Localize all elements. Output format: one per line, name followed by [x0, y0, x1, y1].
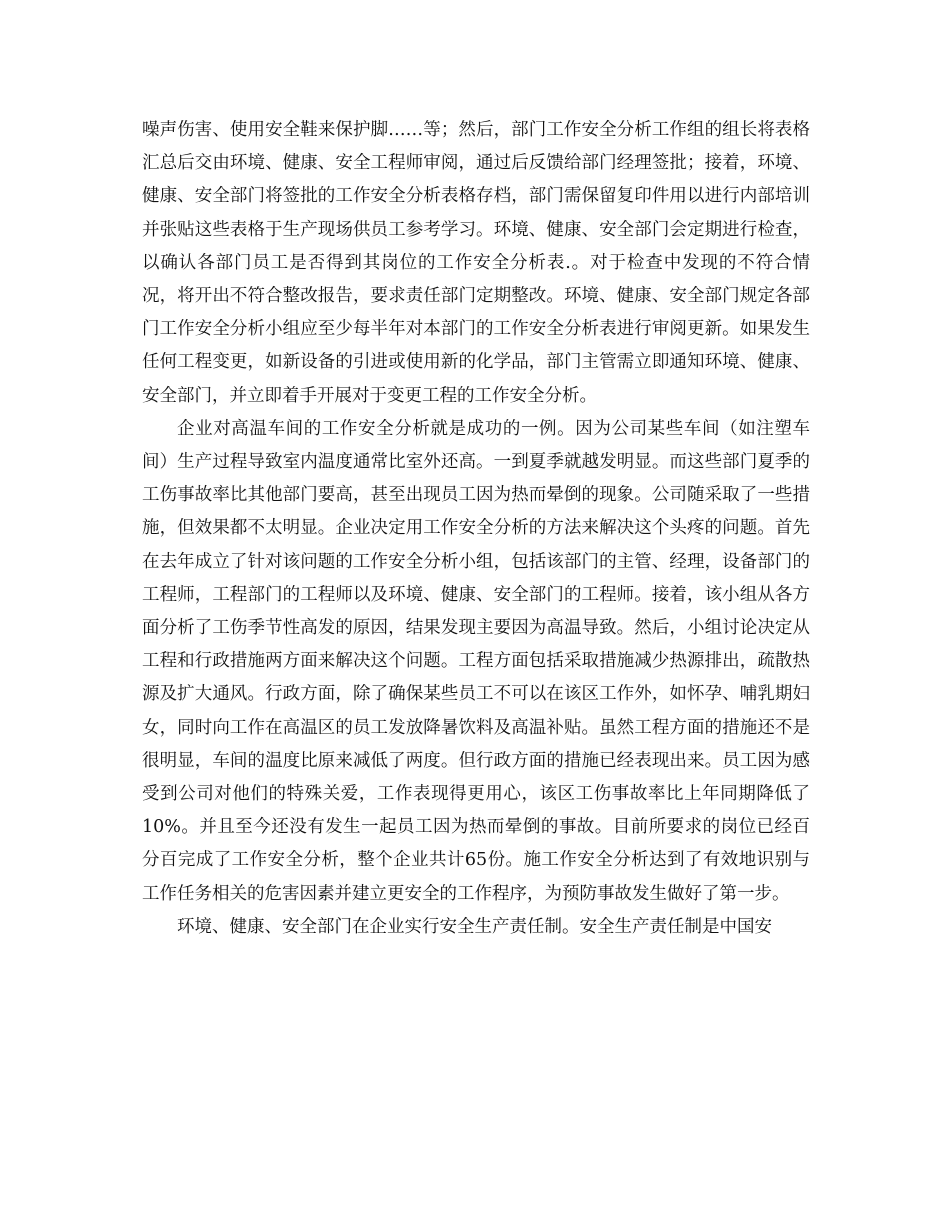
paragraph-high-temperature-case: 企业对高温车间的工作安全分析就是成功的一例。因为公司某些车间（如注塑车间）生产过程导致室内温度通常比室外还高。一到夏季就越发明显。而这些部门夏季的工伤事故率比其他部门要高，甚至出现员工因为热而晕倒的现象。公司随采取了一些措施，但效果都不太明显。企业决定用工作安全分析的方法来解决这个头疼的问题。首先在去年成立了针对该问题的工作安全分析小组，包括该部门的主管、经理，设备部门的工程师，工程部门的工程师以及环境、健康、安全部门的工程师。接着，该小组从各方面分析了工伤季节性高发的原因，结果发现主要因为高温导致。然后，小组讨论决定从工程和行政措施两方面来解决这个问题。工程方面包括采取措施减少热源排出，疏散热源及扩大通风。行政方面，除了确保某些员工不可以在该区工作外，如怀孕、哺乳期妇女，同时向工作在高温区的员工发放降暑饮料及高温补贴。虽然工程方面的措施还不是很明显，车间的温度比原来减低了两度。但行政方面的措施已经表现出来。员工因为感受到公司对他们的特殊关爱，工作表现得更用心，该区工伤事故率比上年同期降低了10%。并且至今还没有发生一起员工因为热而晕倒的事故。目前所要求的岗位已经百分百完成了工作安全分析，整个企业共计65份。施工作安全分析达到了有效地识别与工作任务相关的危害因素并建立更安全的工作程序，为预防事故发生做好了第一步。: [142, 418, 810, 904]
document-body: [142, 114, 810, 944]
paragraph-continuation: 噪声伤害、使用安全鞋来保护脚……等；然后，部门工作安全分析工作组的组长将表格汇总后交由环境、健康、安全工程师审阅，通过后反馈给部门经理签批；接着，环境、健康、安全部门将签批的工作安全分析表格存档，部门需保留复印件用以进行内部培训并张贴这些表格于生产现场供员工参考学习。环境、健康、安全部门会定期进行检查，以确认各部门员工是否得到其岗位的工作安全分析表.。对于检查中发现的不符合情况，将开出不符合整改报告，要求责任部门定期整改。环境、健康、安全部门规定各部门工作安全分析小组应至少每半年对本部门的工作安全分析表进行审阅更新。如果发生任何工程变更，如新设备的引进或使用新的化学品，部门主管需立即通知环境、健康、安全部门，并立即着手开展对于变更工程的工作安全分析。: [142, 120, 810, 406]
paragraph-responsibility-system: 环境、健康、安全部门在企业实行安全生产责任制。安全生产责任制是中国安: [177, 916, 772, 937]
